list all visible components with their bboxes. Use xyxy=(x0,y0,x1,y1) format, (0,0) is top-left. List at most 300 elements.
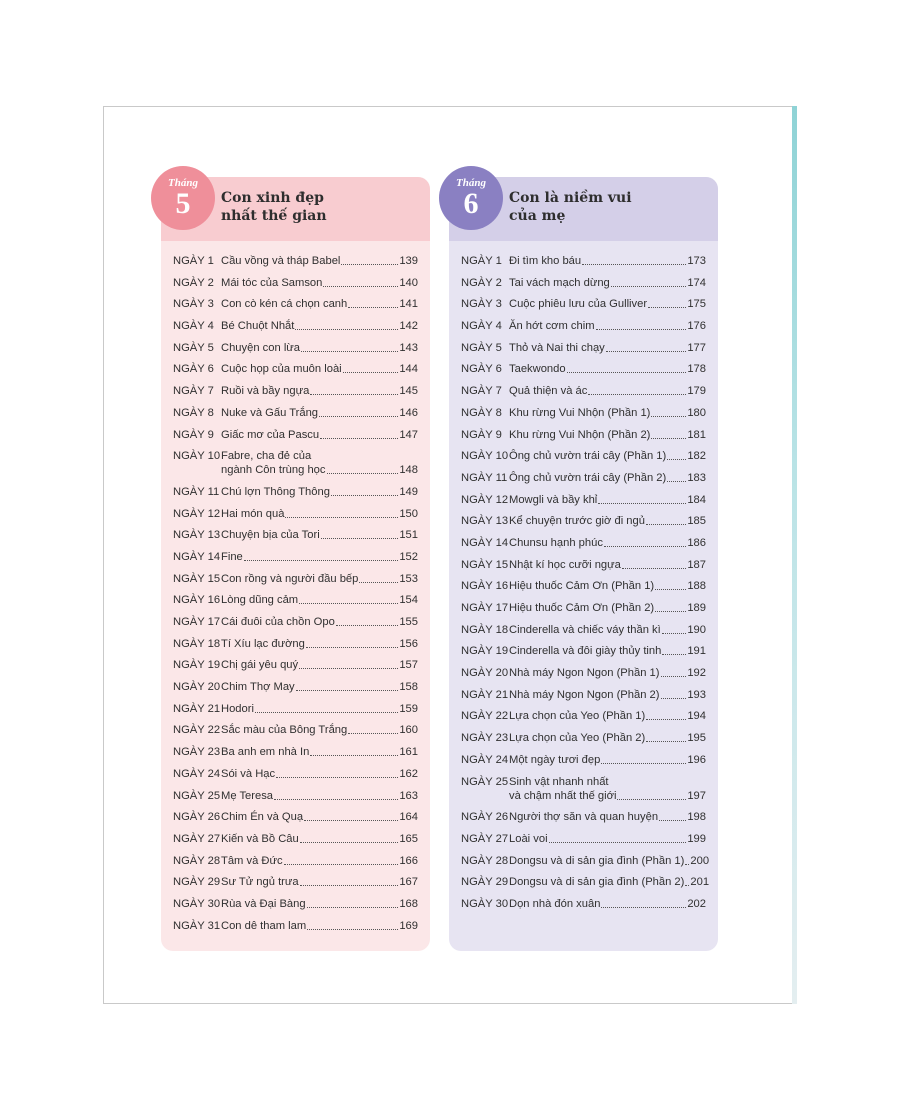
section-title xyxy=(509,189,632,225)
toc-page-number: 179 xyxy=(687,385,706,398)
toc-entry-title: Taekwondo xyxy=(509,363,566,376)
badge-number: 6 xyxy=(463,187,479,220)
toc-entry[interactable] xyxy=(461,362,706,376)
toc-entry-title: Con cò kén cá chọn canh xyxy=(221,298,348,311)
toc-entry-title: Dongsu và di sản gia đình (Phần 1) xyxy=(509,854,685,867)
toc-entry[interactable] xyxy=(173,507,418,521)
toc-day-label: NGÀY 30 xyxy=(173,897,221,910)
toc-entry-title xyxy=(221,449,326,477)
toc-day-label: NGÀY 28 xyxy=(461,854,509,867)
dot-leader xyxy=(321,538,399,539)
toc-page-number: 185 xyxy=(687,515,706,528)
toc-entry-title: Fine xyxy=(221,550,243,563)
toc-page-number: 173 xyxy=(687,255,706,267)
toc-entry[interactable] xyxy=(461,428,706,442)
toc-day-label: NGÀY 13 xyxy=(461,515,509,528)
toc-entry[interactable] xyxy=(173,572,418,586)
toc-page-number: 168 xyxy=(399,897,418,910)
toc-entry[interactable] xyxy=(173,767,418,781)
section-title-line2: nhất thế gian xyxy=(221,208,327,224)
toc-day-label: NGÀY 19 xyxy=(461,645,509,658)
toc-entry-title: Ăn hớt cơm chim xyxy=(509,320,595,333)
dot-leader xyxy=(307,907,399,908)
toc-page-number: 192 xyxy=(687,667,706,680)
toc-entry[interactable] xyxy=(461,449,706,463)
dot-leader xyxy=(296,690,399,691)
toc-entry[interactable] xyxy=(173,319,418,333)
toc-entry[interactable] xyxy=(461,775,706,803)
toc-entry[interactable] xyxy=(173,789,418,803)
toc-entry-title: Chuyện con lừa xyxy=(221,341,301,354)
dot-leader xyxy=(300,885,399,886)
toc-entry[interactable] xyxy=(461,854,710,868)
toc-page-number: 176 xyxy=(687,320,706,333)
dot-leader xyxy=(274,799,398,800)
toc-day-label: NGÀY 11 xyxy=(461,471,508,484)
toc-day-label: NGÀY 12 xyxy=(461,493,509,506)
toc-day-label: NGÀY 31 xyxy=(173,919,221,932)
toc-page-number: 190 xyxy=(687,623,706,636)
toc-page-number: 155 xyxy=(399,616,418,628)
dot-leader xyxy=(336,625,399,626)
toc-panel-may xyxy=(161,177,430,951)
dot-leader xyxy=(661,698,687,699)
toc-page-number: 195 xyxy=(687,732,706,745)
toc-page-number: 162 xyxy=(399,767,418,780)
toc-entry-title: Ba anh em nhà In xyxy=(221,746,310,759)
toc-entry-title-line1: Fabre, cha đẻ của xyxy=(221,450,312,463)
toc-page-number: 163 xyxy=(399,789,418,802)
toc-page-number: 144 xyxy=(399,363,418,376)
dot-leader xyxy=(646,741,686,742)
toc-day-label: NGÀY 6 xyxy=(461,363,502,376)
month-badge-may xyxy=(151,166,215,230)
dot-leader xyxy=(319,416,398,417)
dot-leader xyxy=(646,719,686,720)
toc-entry-title-line2: và chậm nhất thế giới xyxy=(509,789,617,802)
dot-leader xyxy=(662,654,686,655)
toc-entry[interactable] xyxy=(461,254,706,268)
toc-day-label: NGÀY 9 xyxy=(173,428,214,441)
toc-entry[interactable] xyxy=(173,297,418,311)
toc-day-label: NGÀY 2 xyxy=(173,276,214,289)
toc-entry[interactable] xyxy=(173,276,418,290)
toc-page-number: 198 xyxy=(687,811,706,824)
toc-day-label: NGÀY 11 xyxy=(173,485,220,498)
toc-day-label: NGÀY 15 xyxy=(173,572,221,585)
toc-page-number: 183 xyxy=(687,471,706,484)
section-title-line1: Con xinh đẹp xyxy=(221,190,324,206)
dot-leader xyxy=(601,907,686,908)
toc-page-number: 169 xyxy=(399,919,418,932)
dot-leader xyxy=(685,864,689,865)
toc-entry-title: Bé Chuột Nhắt xyxy=(221,320,295,333)
toc-entry-title: Mẹ Teresa xyxy=(221,789,274,802)
toc-entry-title: Sư Tử ngủ trưa xyxy=(221,876,299,889)
toc-page-number: 197 xyxy=(687,789,706,802)
toc-day-label: NGÀY 7 xyxy=(461,385,502,398)
toc-page-number: 166 xyxy=(399,854,418,867)
toc-page-number: 154 xyxy=(399,594,418,607)
dot-leader xyxy=(661,676,687,677)
section-title xyxy=(221,189,327,225)
toc-day-label: NGÀY 10 xyxy=(173,450,221,463)
toc-entry-title: Hiệu thuốc Cảm Ơn (Phần 2) xyxy=(509,602,655,614)
dot-leader xyxy=(331,495,398,496)
toc-entry[interactable] xyxy=(461,666,706,680)
toc-entry-title: Thỏ và Nai thi chạy xyxy=(509,341,605,354)
toc-entry[interactable] xyxy=(173,832,418,846)
toc-day-label: NGÀY 24 xyxy=(173,767,221,780)
toc-entry[interactable] xyxy=(461,832,706,846)
toc-entry[interactable] xyxy=(461,875,710,889)
toc-entry[interactable] xyxy=(173,550,418,564)
toc-entry[interactable] xyxy=(461,536,706,550)
toc-page-number: 194 xyxy=(687,710,706,723)
dot-leader xyxy=(341,264,398,265)
toc-entry-title: Chuyện bịa của Tori xyxy=(221,529,320,542)
badge-word: Tháng xyxy=(168,177,198,189)
dot-leader xyxy=(596,329,687,330)
toc-day-label: NGÀY 9 xyxy=(461,428,502,441)
toc-page-number: 139 xyxy=(399,255,418,267)
dot-leader xyxy=(304,820,398,821)
dot-leader xyxy=(295,329,398,330)
toc-page-number: 180 xyxy=(687,406,706,419)
toc-entry[interactable] xyxy=(461,558,706,572)
dot-leader xyxy=(651,438,686,439)
toc-day-label: NGÀY 26 xyxy=(173,811,221,824)
toc-day-label: NGÀY 28 xyxy=(173,854,221,867)
dot-leader xyxy=(359,582,398,583)
toc-entry-title: Chú lợn Thông Thông xyxy=(221,485,330,498)
toc-entry-title: Sói và Hạc xyxy=(221,767,276,780)
dot-leader xyxy=(646,524,686,525)
dot-leader xyxy=(276,777,398,778)
toc-page-number: 178 xyxy=(687,363,706,376)
toc-day-label: NGÀY 15 xyxy=(461,558,509,571)
toc-page-number: 182 xyxy=(687,450,706,463)
toc-entry[interactable] xyxy=(461,341,706,355)
toc-entry[interactable] xyxy=(461,753,706,767)
toc-page-number: 159 xyxy=(399,702,418,715)
toc-entry-title: Tí Xíu lạc đường xyxy=(221,637,305,650)
toc-day-label: NGÀY 2 xyxy=(461,276,502,289)
toc-entry[interactable] xyxy=(173,485,418,499)
toc-entry-title: Cuộc phiêu lưu của Gulliver xyxy=(509,298,648,311)
toc-list xyxy=(449,241,718,911)
toc-page-number: 160 xyxy=(399,724,418,737)
toc-entry-title: Một ngày tươi đẹp xyxy=(509,753,601,766)
dot-leader xyxy=(617,799,686,800)
toc-entry[interactable] xyxy=(173,449,418,477)
toc-day-label: NGÀY 1 xyxy=(173,255,214,267)
toc-page-number: 201 xyxy=(690,876,710,889)
dot-leader xyxy=(320,438,398,439)
toc-day-label: NGÀY 16 xyxy=(173,594,221,607)
toc-entry-title: Tai vách mạch dừng xyxy=(509,276,610,289)
toc-day-label: NGÀY 23 xyxy=(173,746,221,759)
toc-entry-title: Lòng dũng cảm xyxy=(221,594,299,607)
dot-leader xyxy=(300,842,399,843)
toc-day-label: NGÀY 10 xyxy=(461,450,509,463)
dot-leader xyxy=(549,842,687,843)
toc-entry[interactable] xyxy=(173,854,418,868)
toc-page-number: 181 xyxy=(687,428,706,441)
toc-day-label: NGÀY 7 xyxy=(173,385,214,398)
badge-word: Tháng xyxy=(456,177,486,189)
toc-entry[interactable] xyxy=(173,919,418,933)
toc-entry-title: Kiến và Bồ Câu xyxy=(221,832,299,845)
toc-entry[interactable] xyxy=(173,615,418,629)
toc-day-label: NGÀY 27 xyxy=(461,832,509,845)
toc-page-number: 189 xyxy=(687,602,706,614)
toc-page-number: 200 xyxy=(690,854,710,867)
toc-page-number: 141 xyxy=(399,298,418,311)
toc-day-label: NGÀY 18 xyxy=(461,623,509,636)
dot-leader xyxy=(588,394,686,395)
toc-entry[interactable] xyxy=(173,593,418,607)
toc-day-label: NGÀY 4 xyxy=(461,320,502,333)
dot-leader xyxy=(299,668,398,669)
toc-page-number: 158 xyxy=(399,681,418,694)
dot-leader xyxy=(307,929,398,930)
toc-entry-title-line1: Sinh vật nhanh nhất xyxy=(509,775,609,788)
toc-day-label: NGÀY 5 xyxy=(173,341,214,354)
dot-leader xyxy=(306,647,398,648)
toc-page-number: 202 xyxy=(687,897,706,910)
toc-entry[interactable] xyxy=(461,623,706,637)
toc-entry[interactable] xyxy=(173,384,418,398)
toc-entry-title: Lựa chọn của Yeo (Phần 2) xyxy=(509,732,646,745)
toc-entry-title: Cinderella và đôi giày thủy tinh xyxy=(509,645,662,658)
toc-entry[interactable] xyxy=(461,579,706,593)
dot-leader xyxy=(323,286,398,287)
toc-entry[interactable] xyxy=(461,297,706,311)
dot-leader xyxy=(622,568,686,569)
toc-entry[interactable] xyxy=(173,745,418,759)
dot-leader xyxy=(651,416,686,417)
dot-leader xyxy=(299,603,398,604)
toc-page-number: 151 xyxy=(399,529,418,542)
toc-panel-june xyxy=(449,177,718,951)
toc-entry[interactable] xyxy=(461,897,706,911)
toc-entry[interactable] xyxy=(173,723,418,737)
toc-day-label: NGÀY 20 xyxy=(173,681,221,694)
toc-page-number: 165 xyxy=(399,832,418,845)
toc-entry[interactable] xyxy=(461,688,706,702)
toc-entry-title: Dongsu và di sản gia đình (Phần 2) xyxy=(509,876,685,889)
section-title-line1: Con là niềm vui xyxy=(509,190,632,206)
month-badge-june xyxy=(439,166,503,230)
dot-leader xyxy=(567,372,687,373)
dot-leader xyxy=(582,264,686,265)
toc-page-number: 146 xyxy=(399,406,418,419)
toc-entry-title: Loài voi xyxy=(509,832,548,845)
dot-leader xyxy=(611,286,687,287)
toc-entry[interactable] xyxy=(461,384,706,398)
dot-leader xyxy=(348,733,398,734)
toc-entry-title: Rùa và Đại Bàng xyxy=(221,897,306,910)
toc-page-number: 177 xyxy=(687,341,706,354)
toc-entry-title: Đi tìm kho báu xyxy=(509,255,582,267)
toc-day-label: NGÀY 25 xyxy=(173,789,221,802)
toc-entry-title: Ruồi và bầy ngựa xyxy=(221,385,310,398)
toc-day-label: NGÀY 3 xyxy=(173,298,214,311)
toc-day-label: NGÀY 5 xyxy=(461,341,502,354)
toc-entry-title: Cái đuôi của chồn Opo xyxy=(221,616,335,628)
toc-day-label: NGÀY 4 xyxy=(173,320,214,333)
toc-entry-title: Ông chủ vườn trái cây (Phần 2) xyxy=(509,471,667,484)
toc-entry-title: Cinderella và chiếc váy thần kì xyxy=(509,623,661,636)
toc-entry[interactable] xyxy=(461,319,706,333)
toc-entry[interactable] xyxy=(461,471,706,485)
toc-day-label: NGÀY 14 xyxy=(461,536,509,549)
toc-page-number: 187 xyxy=(687,558,706,571)
toc-entry-title: Chim Thợ May xyxy=(221,681,295,694)
toc-page-number: 143 xyxy=(399,341,418,354)
toc-page-number: 175 xyxy=(687,298,706,311)
toc-entry-title: Chim Én và Quạ xyxy=(221,811,304,824)
toc-entry-title: Chị gái yêu quý xyxy=(221,659,299,672)
toc-page-number: 140 xyxy=(399,276,418,289)
toc-page-number: 184 xyxy=(687,493,706,506)
toc-entry[interactable] xyxy=(461,810,706,824)
toc-page-number: 199 xyxy=(687,832,706,845)
toc-page-number: 142 xyxy=(399,320,418,333)
toc-entry-title: Tâm và Đức xyxy=(221,854,283,867)
toc-entry[interactable] xyxy=(461,406,706,420)
toc-day-label: NGÀY 16 xyxy=(461,580,509,593)
dot-leader xyxy=(301,351,398,352)
toc-page-number: 161 xyxy=(399,746,418,759)
dot-leader xyxy=(604,546,686,547)
toc-entry[interactable] xyxy=(461,276,706,290)
toc-entry-title: Kể chuyện trước giờ đi ngủ xyxy=(509,515,645,528)
toc-day-label: NGÀY 22 xyxy=(173,724,221,737)
section-title-line2: của mẹ xyxy=(509,208,566,224)
toc-entry[interactable] xyxy=(173,875,418,889)
toc-list xyxy=(161,241,430,933)
toc-day-label: NGÀY 26 xyxy=(461,811,509,824)
toc-entry[interactable] xyxy=(461,601,706,615)
dot-leader xyxy=(255,712,398,713)
toc-entry[interactable] xyxy=(461,644,706,658)
toc-entry[interactable] xyxy=(461,493,706,507)
toc-entry-title xyxy=(509,775,616,803)
toc-entry[interactable] xyxy=(173,428,418,442)
dot-leader xyxy=(244,560,399,561)
dot-leader xyxy=(343,372,399,373)
toc-entry-title: Mowgli và bầy khỉ xyxy=(509,493,598,506)
toc-entry[interactable] xyxy=(173,637,418,651)
dot-leader xyxy=(348,307,398,308)
toc-page-number: 153 xyxy=(399,572,418,585)
toc-entry[interactable] xyxy=(173,897,418,911)
toc-day-label: NGÀY 6 xyxy=(173,363,214,376)
toc-day-label: NGÀY 3 xyxy=(461,298,502,311)
toc-page-number: 150 xyxy=(399,507,418,520)
toc-entry[interactable] xyxy=(173,702,418,716)
toc-entry-title: Sắc màu của Bông Trắng xyxy=(221,724,348,737)
dot-leader xyxy=(667,481,686,482)
toc-entry-title: Cầu vồng và tháp Babel xyxy=(221,255,341,267)
toc-entry[interactable] xyxy=(461,709,706,723)
badge-number: 5 xyxy=(175,187,191,220)
toc-entry[interactable] xyxy=(173,362,418,376)
toc-entry[interactable] xyxy=(173,528,418,542)
toc-entry[interactable] xyxy=(173,658,418,672)
toc-entry-title: Người thợ săn và quan huyện xyxy=(509,811,659,824)
toc-entry-title: Hodori xyxy=(221,702,254,715)
toc-entry-title: Khu rừng Vui Nhộn (Phần 2) xyxy=(509,428,651,441)
toc-entry[interactable] xyxy=(173,680,418,694)
toc-entry[interactable] xyxy=(173,810,418,824)
dot-leader xyxy=(685,885,689,886)
toc-page-number: 196 xyxy=(687,753,706,766)
toc-entry-title: Lựa chọn của Yeo (Phần 1) xyxy=(509,710,646,723)
dot-leader xyxy=(606,351,687,352)
toc-day-label: NGÀY 12 xyxy=(173,507,221,520)
toc-entry-title: Nhà máy Ngon Ngon (Phần 1) xyxy=(509,667,660,680)
toc-day-label: NGÀY 18 xyxy=(173,637,221,650)
dot-leader xyxy=(310,755,398,756)
toc-day-label: NGÀY 20 xyxy=(461,667,509,680)
toc-day-label: NGÀY 8 xyxy=(461,406,502,419)
toc-page-number: 193 xyxy=(687,688,706,701)
dot-leader xyxy=(284,864,399,865)
toc-page-number: 147 xyxy=(399,428,418,441)
toc-entry-title: Nhà máy Ngon Ngon (Phần 2) xyxy=(509,688,660,701)
toc-entry[interactable] xyxy=(173,341,418,355)
toc-page-number: 174 xyxy=(687,276,706,289)
dot-leader xyxy=(662,633,687,634)
dot-leader xyxy=(667,459,686,460)
toc-day-label: NGÀY 17 xyxy=(173,616,221,628)
toc-day-label: NGÀY 23 xyxy=(461,732,509,745)
toc-page-number: 186 xyxy=(687,536,706,549)
toc-page-number: 164 xyxy=(399,811,418,824)
toc-page-number: 152 xyxy=(399,550,418,563)
toc-day-label: NGÀY 25 xyxy=(461,775,509,788)
toc-entry-title: Con dê tham lam xyxy=(221,919,307,932)
toc-day-label: NGÀY 21 xyxy=(173,702,221,715)
toc-page-number: 148 xyxy=(399,464,418,477)
dot-leader xyxy=(285,517,398,518)
dot-leader xyxy=(655,589,686,590)
toc-page-number: 145 xyxy=(399,385,418,398)
toc-entry-title: Hai món quà xyxy=(221,507,285,520)
toc-day-label: NGÀY 21 xyxy=(461,688,509,701)
toc-entry-title: Nhật kí học cưỡi ngựa xyxy=(509,558,621,571)
toc-day-label: NGÀY 24 xyxy=(461,753,509,766)
toc-entry-title: Ông chủ vườn trái cây (Phần 1) xyxy=(509,450,667,463)
toc-page-number: 149 xyxy=(399,485,418,498)
toc-entry-title: Giấc mơ của Pascu xyxy=(221,428,320,441)
toc-day-label: NGÀY 30 xyxy=(461,897,509,910)
dot-leader xyxy=(327,473,399,474)
toc-entry[interactable] xyxy=(461,731,706,745)
toc-entry[interactable] xyxy=(173,406,418,420)
toc-day-label: NGÀY 29 xyxy=(461,876,509,889)
toc-day-label: NGÀY 17 xyxy=(461,602,509,614)
toc-entry[interactable] xyxy=(461,514,706,528)
toc-entry-title: Nuke và Gấu Trắng xyxy=(221,406,319,419)
toc-entry[interactable] xyxy=(173,254,418,268)
toc-day-label: NGÀY 8 xyxy=(173,406,214,419)
toc-page-number: 157 xyxy=(399,659,418,672)
toc-day-label: NGÀY 13 xyxy=(173,529,221,542)
